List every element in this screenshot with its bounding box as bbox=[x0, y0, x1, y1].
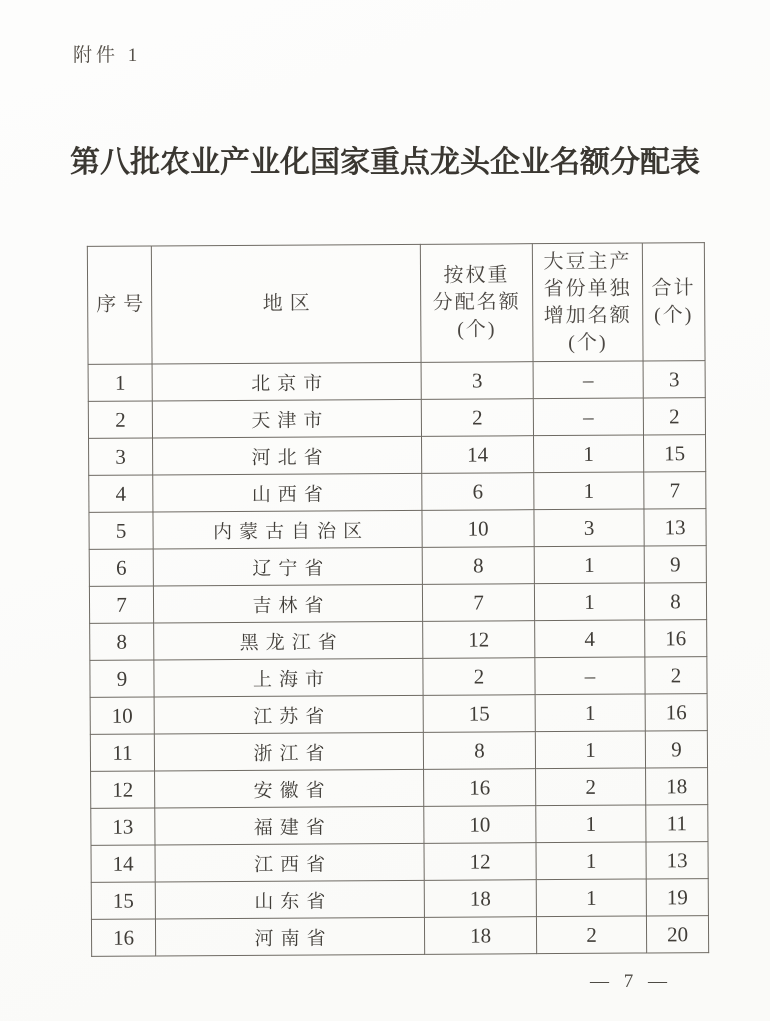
cell-serial-number: 9 bbox=[90, 660, 154, 697]
cell-weighted-quota: 12 bbox=[423, 621, 535, 659]
table-row bbox=[88, 398, 705, 439]
cell-region: 北京市 bbox=[152, 362, 421, 401]
table-row bbox=[89, 583, 706, 624]
cell-region: 山东省 bbox=[155, 880, 424, 919]
cell-total: 9 bbox=[644, 546, 706, 583]
header-cell-soybean-extra-quota: 大豆主产 省份单独 增加名额 (个) bbox=[532, 243, 643, 362]
cell-total: 16 bbox=[645, 694, 707, 731]
table-row bbox=[91, 916, 708, 957]
cell-serial-number: 4 bbox=[89, 475, 153, 512]
cell-weighted-quota: 7 bbox=[422, 584, 534, 622]
cell-soybean-extra-quota: 1 bbox=[534, 583, 644, 621]
header-cell-serial-number: 序号 bbox=[87, 246, 152, 364]
cell-region: 内蒙古自治区 bbox=[153, 510, 422, 549]
cell-total: 16 bbox=[645, 620, 707, 657]
cell-region: 浙江省 bbox=[154, 732, 423, 771]
cell-soybean-extra-quota: – bbox=[533, 398, 643, 436]
table-row bbox=[90, 620, 707, 661]
cell-soybean-extra-quota: 2 bbox=[536, 916, 646, 954]
cell-soybean-extra-quota: 1 bbox=[536, 842, 646, 880]
table-row bbox=[90, 731, 707, 772]
cell-serial-number: 1 bbox=[88, 364, 152, 401]
cell-serial-number: 12 bbox=[91, 771, 155, 808]
cell-region: 河北省 bbox=[153, 436, 422, 475]
table-row bbox=[89, 546, 706, 587]
cell-total: 2 bbox=[643, 398, 705, 435]
cell-weighted-quota: 2 bbox=[421, 399, 533, 437]
cell-region: 黑龙江省 bbox=[154, 621, 423, 660]
cell-weighted-quota: 10 bbox=[424, 806, 536, 844]
cell-total: 3 bbox=[643, 361, 705, 398]
cell-soybean-extra-quota: – bbox=[533, 361, 643, 399]
cell-total: 2 bbox=[645, 657, 707, 694]
header-cell-region: 地区 bbox=[151, 244, 421, 364]
table-row bbox=[91, 879, 708, 920]
cell-weighted-quota: 3 bbox=[421, 362, 533, 400]
table-row bbox=[89, 472, 706, 513]
cell-soybean-extra-quota: 1 bbox=[536, 879, 646, 917]
table-row bbox=[89, 435, 706, 476]
cell-total: 13 bbox=[644, 509, 706, 546]
cell-weighted-quota: 6 bbox=[422, 473, 534, 511]
cell-total: 11 bbox=[646, 805, 708, 842]
cell-weighted-quota: 16 bbox=[424, 769, 536, 807]
cell-serial-number: 14 bbox=[91, 845, 155, 882]
table-header bbox=[87, 243, 705, 365]
cell-soybean-extra-quota: – bbox=[535, 657, 645, 695]
cell-weighted-quota: 18 bbox=[424, 880, 536, 918]
cell-total: 18 bbox=[646, 768, 708, 805]
table-row bbox=[91, 768, 708, 809]
cell-soybean-extra-quota: 3 bbox=[534, 509, 644, 547]
cell-soybean-extra-quota: 1 bbox=[534, 546, 644, 584]
cell-soybean-extra-quota: 1 bbox=[536, 805, 646, 843]
cell-region: 福建省 bbox=[155, 806, 424, 845]
quota-allocation-table bbox=[87, 242, 709, 957]
cell-weighted-quota: 18 bbox=[424, 917, 536, 955]
cell-serial-number: 16 bbox=[91, 919, 155, 956]
cell-region: 江西省 bbox=[155, 843, 424, 882]
cell-total: 13 bbox=[646, 842, 708, 879]
cell-weighted-quota: 10 bbox=[422, 510, 534, 548]
table-row bbox=[88, 361, 705, 402]
table-row bbox=[90, 694, 707, 735]
cell-region: 天津市 bbox=[152, 399, 421, 438]
cell-soybean-extra-quota: 1 bbox=[535, 731, 645, 769]
cell-weighted-quota: 8 bbox=[423, 732, 535, 770]
header-cell-total: 合计 (个) bbox=[642, 243, 705, 361]
cell-total: 20 bbox=[646, 916, 708, 953]
cell-serial-number: 11 bbox=[90, 734, 154, 771]
cell-serial-number: 3 bbox=[89, 438, 153, 475]
cell-total: 15 bbox=[643, 435, 705, 472]
table-row bbox=[89, 509, 706, 550]
cell-serial-number: 5 bbox=[89, 512, 153, 549]
cell-total: 7 bbox=[644, 472, 706, 509]
cell-region: 山西省 bbox=[153, 473, 422, 512]
cell-region: 吉林省 bbox=[153, 584, 422, 623]
cell-weighted-quota: 12 bbox=[424, 843, 536, 881]
cell-weighted-quota: 14 bbox=[422, 436, 534, 474]
cell-serial-number: 6 bbox=[89, 549, 153, 586]
cell-soybean-extra-quota: 1 bbox=[535, 694, 645, 732]
cell-serial-number: 7 bbox=[89, 586, 153, 623]
cell-serial-number: 13 bbox=[91, 808, 155, 845]
cell-weighted-quota: 2 bbox=[423, 658, 535, 696]
cell-serial-number: 10 bbox=[90, 697, 154, 734]
header-row bbox=[87, 243, 705, 365]
cell-soybean-extra-quota: 2 bbox=[536, 768, 646, 806]
cell-region: 江苏省 bbox=[154, 695, 423, 734]
cell-region: 河南省 bbox=[155, 917, 424, 956]
cell-region: 安徽省 bbox=[155, 769, 424, 808]
table-body bbox=[88, 361, 709, 957]
cell-serial-number: 15 bbox=[91, 882, 155, 919]
table-row bbox=[90, 657, 707, 698]
cell-soybean-extra-quota: 1 bbox=[534, 472, 644, 510]
document-title: 第八批农业产业化国家重点龙头企业名额分配表 bbox=[70, 146, 700, 179]
cell-serial-number: 2 bbox=[88, 401, 152, 438]
cell-region: 上海市 bbox=[154, 658, 423, 697]
table-row bbox=[91, 842, 708, 883]
cell-region: 辽宁省 bbox=[153, 547, 422, 586]
cell-serial-number: 8 bbox=[90, 623, 154, 660]
cell-total: 9 bbox=[645, 731, 707, 768]
page-number: — 7 — bbox=[590, 971, 672, 992]
table-row bbox=[91, 805, 708, 846]
cell-weighted-quota: 8 bbox=[422, 547, 534, 585]
cell-weighted-quota: 15 bbox=[423, 695, 535, 733]
cell-soybean-extra-quota: 1 bbox=[534, 435, 644, 473]
cell-total: 19 bbox=[646, 879, 708, 916]
attachment-label: 附件 1 bbox=[73, 45, 142, 66]
cell-soybean-extra-quota: 4 bbox=[535, 620, 645, 658]
cell-total: 8 bbox=[644, 583, 706, 620]
header-cell-weighted-quota: 按权重 分配名额 (个) bbox=[420, 244, 533, 363]
